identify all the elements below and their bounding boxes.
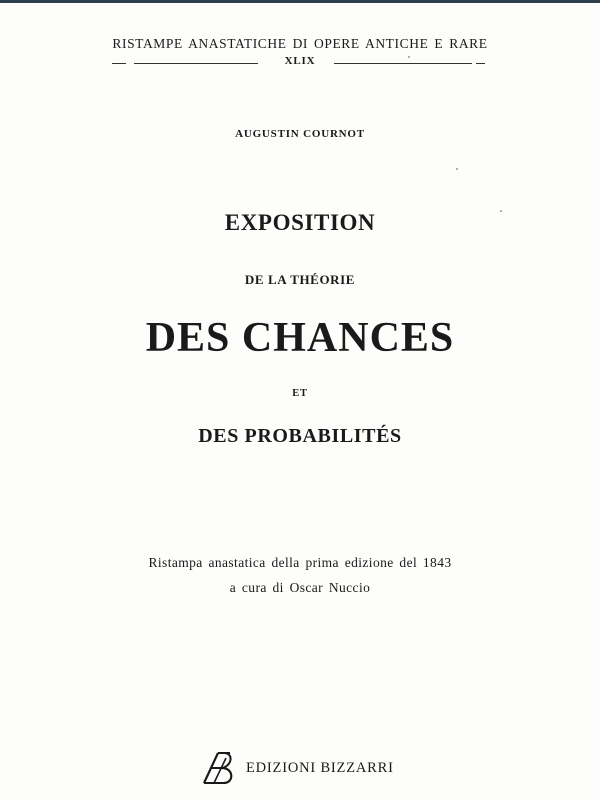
title-line-de-la-theorie: DE LA THÉORIE xyxy=(244,272,356,287)
publisher-name: EDIZIONI BIZZARRI xyxy=(246,759,394,776)
title-line-et: ET xyxy=(292,388,308,399)
rule-right-short xyxy=(476,63,485,64)
rule-right-long xyxy=(334,63,472,64)
series-title: RISTAMPE ANASTATICHE DI OPERE ANTICHE E RARE xyxy=(112,36,488,51)
eb-monogram-icon xyxy=(198,750,238,786)
paper-speck xyxy=(456,168,458,170)
series-volume-line xyxy=(0,55,600,71)
paper-speck xyxy=(500,210,502,212)
title-line-des-probabilites: DES PROBABILITÉS xyxy=(198,425,402,447)
paper-speck xyxy=(408,56,410,58)
series-volume: XLIX xyxy=(284,55,316,67)
author-name: AUGUSTIN COURNOT xyxy=(235,128,365,140)
editor-note: a cura di Oscar Nuccio xyxy=(229,580,371,595)
title-line-exposition: EXPOSITION xyxy=(224,210,376,235)
title-line-des-chances: DES CHANCES xyxy=(145,315,455,361)
publisher-imprint xyxy=(198,748,394,788)
reprint-note: Ristampa anastatica della prima edizione del 1843 xyxy=(148,555,452,570)
page-top-edge xyxy=(0,0,600,3)
